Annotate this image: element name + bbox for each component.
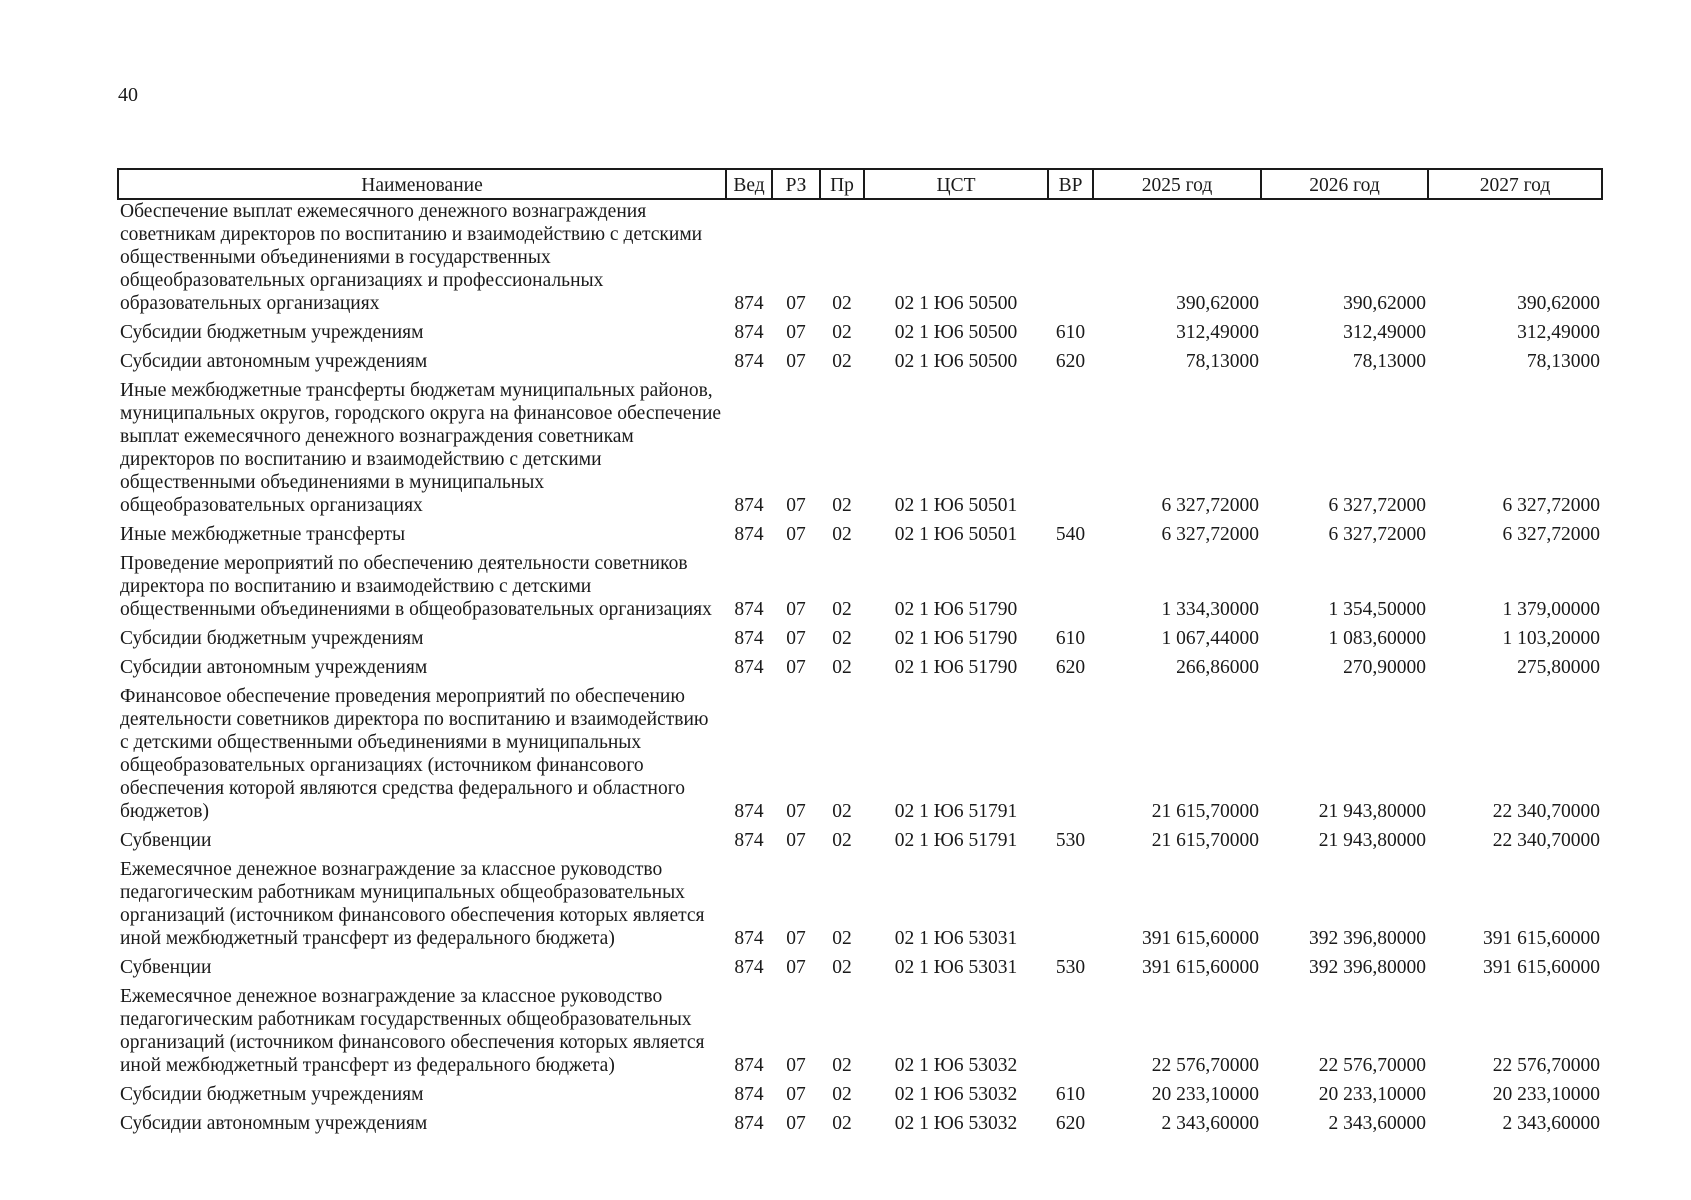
row-name: Субсидии автономным учреждениям — [120, 657, 428, 678]
row-pr: 02 — [832, 1084, 852, 1105]
row-cst: 02 1 Ю6 51790 — [894, 628, 1018, 649]
row-amount-2026: 6 327,72000 — [1328, 495, 1426, 516]
row-ved: 874 — [734, 524, 764, 545]
header-2026: 2026 год — [1261, 169, 1428, 199]
row-rz: 07 — [786, 657, 806, 678]
table-row — [118, 373, 1602, 517]
row-name: Субсидии автономным учреждениям — [120, 1113, 428, 1134]
table-row — [118, 679, 1602, 823]
row-rz: 07 — [786, 322, 806, 343]
row-vr — [1048, 546, 1093, 621]
row-vr: 530 — [1055, 830, 1086, 851]
header-ved: Вед — [726, 169, 772, 199]
row-name: Субсидии бюджетным учреждениям — [120, 322, 424, 343]
row-pr: 02 — [832, 1113, 852, 1134]
header-2027: 2027 год — [1428, 169, 1602, 199]
row-amount-2025: 21 615,70000 — [1151, 830, 1259, 851]
row-amount-2026: 312,49000 — [1343, 322, 1426, 343]
table-row — [118, 546, 1602, 621]
row-amount-2026: 21 943,80000 — [1318, 830, 1426, 851]
row-amount-2026: 78,13000 — [1352, 351, 1426, 372]
row-amount-2025: 391 615,60000 — [1142, 957, 1259, 978]
row-vr — [1048, 199, 1093, 315]
row-rz: 07 — [786, 495, 806, 516]
row-amount-2025: 391 615,60000 — [1142, 928, 1259, 949]
row-ved: 874 — [734, 351, 764, 372]
row-vr: 540 — [1055, 524, 1086, 545]
row-cst: 02 1 Ю6 53031 — [894, 957, 1018, 978]
row-cst: 02 1 Ю6 51791 — [894, 830, 1018, 851]
table-row — [118, 621, 1602, 650]
row-amount-2025: 1 334,30000 — [1161, 599, 1259, 620]
header-pr: Пр — [820, 169, 864, 199]
row-vr — [1048, 852, 1093, 950]
table-body — [118, 199, 1602, 1135]
row-name: Субвенции — [120, 957, 212, 978]
row-cst: 02 1 Ю6 50501 — [894, 524, 1018, 545]
row-cst: 02 1 Ю6 53032 — [894, 1055, 1018, 1076]
row-amount-2027: 391 615,60000 — [1483, 957, 1600, 978]
row-ved: 874 — [734, 1113, 764, 1134]
row-amount-2025: 6 327,72000 — [1161, 524, 1259, 545]
row-amount-2026: 390,62000 — [1343, 293, 1426, 314]
row-amount-2027: 1 379,00000 — [1502, 599, 1600, 620]
row-vr — [1048, 373, 1093, 517]
row-cst: 02 1 Ю6 53032 — [894, 1084, 1018, 1105]
row-amount-2026: 1 354,50000 — [1328, 599, 1426, 620]
header-2025: 2025 год — [1093, 169, 1261, 199]
row-cst: 02 1 Ю6 53032 — [894, 1113, 1018, 1134]
row-vr: 620 — [1055, 1113, 1086, 1134]
row-ved: 874 — [734, 599, 764, 620]
budget-table — [117, 168, 1603, 1135]
row-ved: 874 — [734, 657, 764, 678]
row-amount-2025: 1 067,44000 — [1161, 628, 1259, 649]
row-vr: 610 — [1055, 322, 1086, 343]
row-name: Субсидии автономным учреждениям — [120, 351, 428, 372]
row-amount-2026: 6 327,72000 — [1328, 524, 1426, 545]
row-amount-2026: 21 943,80000 — [1318, 801, 1426, 822]
row-amount-2025: 2 343,60000 — [1161, 1113, 1259, 1134]
table-row — [118, 823, 1602, 852]
row-cst: 02 1 Ю6 50501 — [894, 495, 1018, 516]
row-pr: 02 — [832, 628, 852, 649]
row-ved: 874 — [734, 1084, 764, 1105]
row-rz: 07 — [786, 830, 806, 851]
row-cst: 02 1 Ю6 51791 — [894, 801, 1018, 822]
row-vr: 620 — [1055, 657, 1086, 678]
row-amount-2027: 6 327,72000 — [1502, 495, 1600, 516]
row-pr: 02 — [832, 657, 852, 678]
table-row — [118, 650, 1602, 679]
row-rz: 07 — [786, 801, 806, 822]
row-ved: 874 — [734, 928, 764, 949]
row-amount-2026: 22 576,70000 — [1318, 1055, 1426, 1076]
row-vr: 610 — [1055, 628, 1086, 649]
row-amount-2026: 20 233,10000 — [1318, 1084, 1426, 1105]
row-rz: 07 — [786, 293, 806, 314]
row-amount-2027: 2 343,60000 — [1502, 1113, 1600, 1134]
row-name: Ежемесячное денежное вознаграждение за классное руководство педагогическим работникам государственных общеобразовательных организаций (источником финансового обеспечения которых является иной межбюджетный трансферт из федерального бюджета) — [120, 986, 705, 1076]
row-pr: 02 — [832, 928, 852, 949]
row-amount-2027: 390,62000 — [1517, 293, 1600, 314]
row-ved: 874 — [734, 628, 764, 649]
row-name: Иные межбюджетные трансферты бюджетам муниципальных районов, муниципальных округов, городского округа на финансовое обеспечение выплат ежемесячного денежного вознаграждения советникам директоров по воспитанию и взаимодействию с детскими общественными объединениями в муниципальных общеобразовательных организациях — [120, 380, 722, 516]
row-amount-2025: 6 327,72000 — [1161, 495, 1259, 516]
row-rz: 07 — [786, 1113, 806, 1134]
row-amount-2027: 1 103,20000 — [1502, 628, 1600, 649]
row-amount-2026: 392 396,80000 — [1309, 928, 1426, 949]
row-amount-2025: 312,49000 — [1176, 322, 1259, 343]
row-amount-2026: 392 396,80000 — [1309, 957, 1426, 978]
row-amount-2025: 20 233,10000 — [1151, 1084, 1259, 1105]
row-amount-2027: 275,80000 — [1517, 657, 1600, 678]
row-amount-2027: 78,13000 — [1526, 351, 1600, 372]
row-rz: 07 — [786, 928, 806, 949]
row-amount-2027: 6 327,72000 — [1502, 524, 1600, 545]
row-name: Субсидии бюджетным учреждениям — [120, 628, 424, 649]
header-name: Наименование — [118, 169, 726, 199]
row-name: Обеспечение выплат ежемесячного денежного вознаграждения советникам директоров по воспитанию и взаимодействию с детскими общественными объединениями в государственных общеобразовательных организациях и профессиональных образовательных организациях — [120, 201, 703, 314]
row-pr: 02 — [832, 801, 852, 822]
row-pr: 02 — [832, 599, 852, 620]
row-ved: 874 — [734, 801, 764, 822]
row-cst: 02 1 Ю6 51790 — [894, 599, 1018, 620]
row-amount-2026: 2 343,60000 — [1328, 1113, 1426, 1134]
row-rz: 07 — [786, 957, 806, 978]
row-rz: 07 — [786, 599, 806, 620]
row-amount-2026: 270,90000 — [1343, 657, 1426, 678]
row-amount-2025: 266,86000 — [1176, 657, 1259, 678]
table-row — [118, 517, 1602, 546]
row-pr: 02 — [832, 495, 852, 516]
table-row — [118, 852, 1602, 950]
row-amount-2027: 391 615,60000 — [1483, 928, 1600, 949]
table-row — [118, 315, 1602, 344]
row-rz: 07 — [786, 351, 806, 372]
row-amount-2027: 22 340,70000 — [1492, 830, 1600, 851]
row-amount-2027: 22 340,70000 — [1492, 801, 1600, 822]
row-amount-2025: 78,13000 — [1185, 351, 1259, 372]
row-vr: 610 — [1055, 1084, 1086, 1105]
row-pr: 02 — [832, 322, 852, 343]
table-row — [118, 1106, 1602, 1135]
table-row — [118, 950, 1602, 979]
page-number: 40 — [118, 84, 138, 106]
header-rz: РЗ — [772, 169, 820, 199]
row-name: Субвенции — [120, 830, 212, 851]
row-name: Иные межбюджетные трансферты — [120, 524, 406, 545]
row-cst: 02 1 Ю6 50500 — [894, 322, 1018, 343]
row-name: Ежемесячное денежное вознаграждение за классное руководство педагогическим работникам муниципальных общеобразовательных организаций (источником финансового обеспечения которых является иной межбюджетный трансферт из федерального бюджета) — [120, 859, 705, 949]
row-pr: 02 — [832, 524, 852, 545]
row-cst: 02 1 Ю6 53031 — [894, 928, 1018, 949]
row-pr: 02 — [832, 293, 852, 314]
row-amount-2025: 390,62000 — [1176, 293, 1259, 314]
row-amount-2025: 22 576,70000 — [1151, 1055, 1259, 1076]
row-cst: 02 1 Ю6 51790 — [894, 657, 1018, 678]
row-amount-2027: 312,49000 — [1517, 322, 1600, 343]
row-pr: 02 — [832, 1055, 852, 1076]
row-pr: 02 — [832, 830, 852, 851]
table-row — [118, 1077, 1602, 1106]
table-row — [118, 199, 1602, 315]
row-rz: 07 — [786, 628, 806, 649]
row-amount-2026: 1 083,60000 — [1328, 628, 1426, 649]
table-row — [118, 344, 1602, 373]
header-vr: ВР — [1048, 169, 1093, 199]
row-rz: 07 — [786, 524, 806, 545]
row-vr — [1048, 979, 1093, 1077]
row-rz: 07 — [786, 1055, 806, 1076]
row-ved: 874 — [734, 957, 764, 978]
row-vr: 620 — [1055, 351, 1086, 372]
row-cst: 02 1 Ю6 50500 — [894, 293, 1018, 314]
row-rz: 07 — [786, 1084, 806, 1105]
row-pr: 02 — [832, 957, 852, 978]
row-vr: 530 — [1055, 957, 1086, 978]
row-pr: 02 — [832, 351, 852, 372]
row-ved: 874 — [734, 293, 764, 314]
row-amount-2025: 21 615,70000 — [1151, 801, 1259, 822]
row-ved: 874 — [734, 830, 764, 851]
table-header-row — [118, 169, 1602, 199]
row-amount-2027: 22 576,70000 — [1492, 1055, 1600, 1076]
header-cst: ЦСТ — [864, 169, 1048, 199]
row-name: Проведение мероприятий по обеспечению деятельности советников директора по воспитанию и взаимодействию с детскими общественными объединениями в общеобразовательных организациях — [120, 553, 712, 620]
row-ved: 874 — [734, 1055, 764, 1076]
row-vr — [1048, 679, 1093, 823]
row-ved: 874 — [734, 322, 764, 343]
row-amount-2027: 20 233,10000 — [1492, 1084, 1600, 1105]
row-ved: 874 — [734, 495, 764, 516]
row-cst: 02 1 Ю6 50500 — [894, 351, 1018, 372]
table-row — [118, 979, 1602, 1077]
row-name: Субсидии бюджетным учреждениям — [120, 1084, 424, 1105]
row-name: Финансовое обеспечение проведения мероприятий по обеспечению деятельности советников директора по воспитанию и взаимодействию с детскими общественными объединениями в муниципальных общеобразовательных организациях (источником финансового обеспечения которой являются средства федерального и областного бюджетов) — [120, 686, 709, 822]
